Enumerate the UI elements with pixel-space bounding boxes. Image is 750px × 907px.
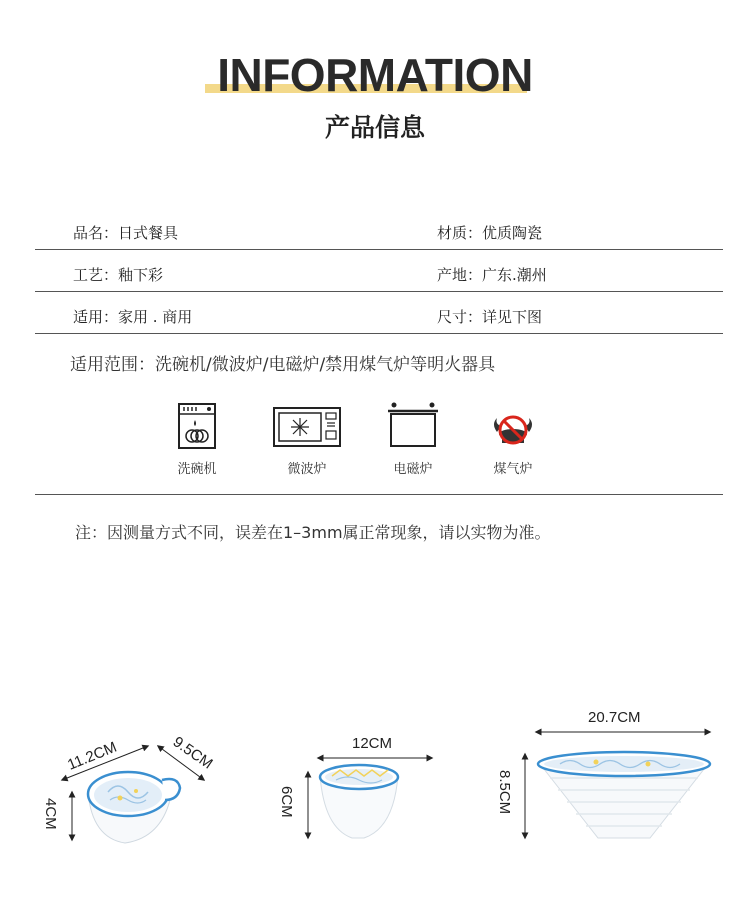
info-row [35, 292, 723, 334]
appliance-label: 洗碗机 [177, 462, 217, 477]
usage-scope: 适用范围：洗碗机/微波炉/电磁炉/禁用煤气炉等明火器具 [70, 355, 496, 375]
small-bowl-length: 11.2CM [65, 738, 120, 774]
microwave-icon [272, 400, 342, 450]
info-row [35, 208, 723, 250]
large-bowl-height: 8.5CM [496, 770, 513, 815]
dishwasher-icon [175, 400, 219, 450]
large-bowl-diameter: 20.7CM [588, 709, 641, 726]
info-product-name: 品名：日式餐具 [73, 224, 179, 242]
bowl-dimensions [0, 680, 750, 880]
medium-bowl-diameter: 12CM [352, 735, 393, 752]
appliance-label: 煤气炉 [493, 462, 533, 477]
appliance-label: 微波炉 [287, 462, 327, 477]
page-subtitle: 产品信息 [324, 113, 425, 142]
appliance-induction [368, 400, 458, 477]
appliance-microwave [262, 400, 352, 477]
measurement-note: 注：因测量方式不同，误差在1–3mm属正常现象，请以实物为准。 [75, 523, 551, 542]
induction-cooker-icon [385, 400, 441, 450]
gas-stove-prohibited-icon [485, 400, 541, 450]
small-bowl-width: 9.5CM [169, 733, 216, 773]
section-divider [35, 494, 723, 495]
appliance-gas-stove [468, 400, 558, 477]
medium-bowl [320, 765, 398, 838]
page-title: INFORMATION [217, 49, 533, 101]
info-material: 材质：优质陶瓷 [437, 224, 543, 242]
small-bowl-height: 4CM [42, 798, 59, 830]
title-container [0, 48, 750, 102]
small-bowl [88, 772, 180, 843]
appliance-dishwasher [152, 400, 242, 477]
medium-bowl-height: 6CM [278, 786, 295, 818]
appliance-label: 电磁炉 [393, 462, 433, 477]
appliance-icons [0, 400, 750, 490]
info-origin: 产地：广东.潮州 [437, 266, 547, 284]
info-row [35, 250, 723, 292]
info-size: 尺寸：详见下图 [437, 308, 543, 326]
info-craft: 工艺：釉下彩 [73, 266, 164, 284]
large-bowl [538, 752, 710, 838]
info-usage-type: 适用：家用 . 商用 [73, 308, 193, 326]
